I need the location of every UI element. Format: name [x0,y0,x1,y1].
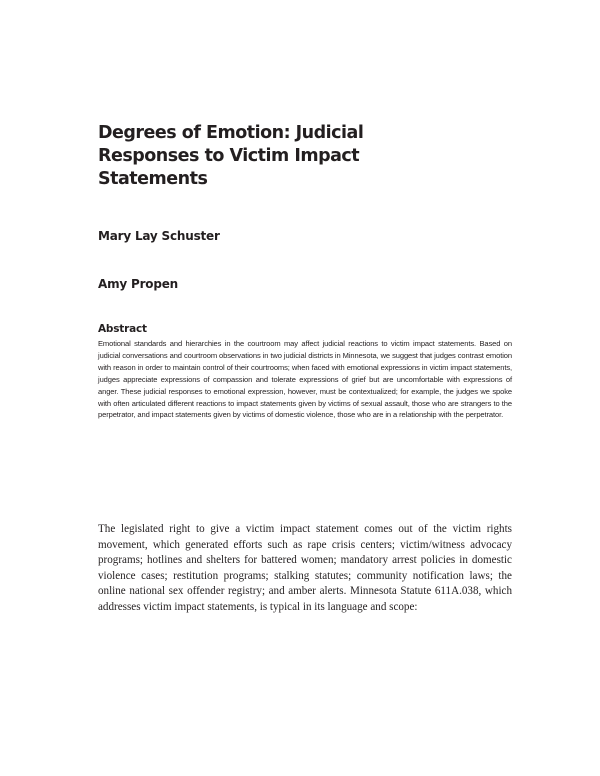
body-paragraph: The legislated right to give a victim impact statement comes out of the victim rights movement, which generated efforts such as rape crisis centers; victim/witness advocacy programs; hotlines and shelters for battered women; mandatory arrest policies in domestic violence cases; restitution programs; stalking statutes; community notification laws; the online national sex offender registry; and amber alerts. Minnesota Statute 611A.038, which addresses victim impact statements, is typical in its language and scope: [98,523,512,613]
author-name: Amy Propen [98,277,179,291]
abstract-text: Emotional standards and hierarchies in the courtroom may affect judicial reactions to victim impact statements. Based on judicial conversations and courtroom observations in two judicial districts in Minnesota, we suggest that judges contrast emotion with reason in order to maintain control of their courtrooms; when faced with emotional expressions in victim impact statements, judges appreciate expressions of compassion and tolerate expressions of grief but are uncomfortable with expressions of anger. These judicial responses to emotional expression, however, must be contextualized; for example, the judges we spoke with often articulated different reactions to impact statements given by victims of sexual assault, those who are strangers to the perpetrator, and impact statements given by victims of domestic violence, those who are in a relationship with the perpetrator. [98,339,512,420]
abstract-heading: Abstract [98,323,147,335]
article-title: Degrees of Emotion: Judicial Responses to Victim Impact Statements [98,123,364,189]
author-name: Mary Lay Schuster [98,229,220,243]
